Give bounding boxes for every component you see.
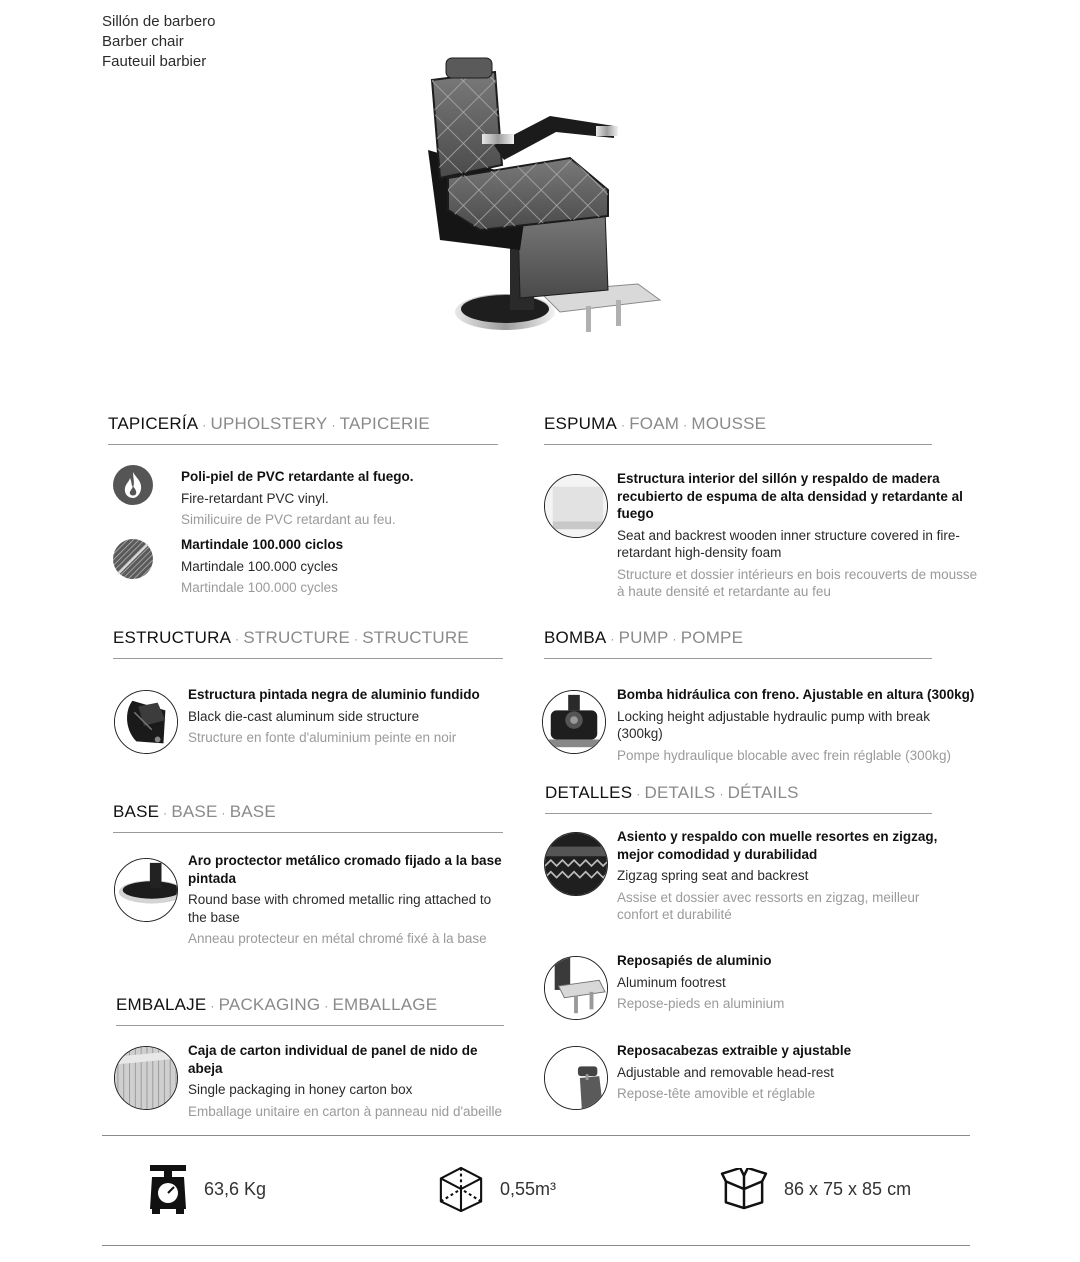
feature-text bbox=[617, 952, 962, 1013]
text-es: Poli-piel de PVC retardante al fuego. bbox=[181, 469, 414, 484]
section-foam bbox=[544, 414, 932, 445]
heading-separator: · bbox=[621, 418, 626, 432]
text-es: Reposapiés de aluminio bbox=[617, 953, 772, 968]
title-fr: Fauteuil barbier bbox=[102, 53, 207, 70]
section-pump bbox=[544, 628, 932, 659]
section-heading bbox=[116, 995, 504, 1026]
text-fr: Structure en fonte d'aluminium peinte en noir bbox=[188, 730, 457, 745]
feature-text bbox=[617, 1042, 962, 1103]
heading-es: ESTRUCTURA bbox=[113, 628, 232, 647]
heading-separator: · bbox=[221, 806, 226, 820]
section-structure bbox=[113, 628, 503, 659]
heading-separator: · bbox=[235, 632, 240, 646]
text-en: Single packaging in honey carton box bbox=[188, 1082, 413, 1097]
text-en: Martindale 100.000 cycles bbox=[181, 558, 338, 574]
heading-separator: · bbox=[683, 418, 688, 432]
section-heading bbox=[545, 783, 932, 814]
heading-es: BOMBA bbox=[544, 628, 607, 647]
section-heading bbox=[113, 628, 503, 659]
heading-separator: · bbox=[163, 806, 168, 820]
cube-volume-icon bbox=[438, 1165, 484, 1213]
heading-en: UPHOLSTERY bbox=[210, 414, 328, 433]
feature-text bbox=[181, 536, 501, 597]
heading-fr: DÉTAILS bbox=[727, 783, 799, 802]
heading-en: BASE bbox=[171, 802, 218, 821]
heading-en: DETAILS bbox=[644, 783, 716, 802]
feature-text bbox=[617, 686, 979, 764]
feature-text bbox=[188, 852, 513, 948]
text-fr: Martindale 100.000 cycles bbox=[181, 580, 338, 595]
heading-fr: MOUSSE bbox=[691, 414, 767, 433]
text-fr: Pompe hydraulique blocable avec frein réglable (300kg) bbox=[617, 747, 951, 763]
heading-en: PACKAGING bbox=[218, 995, 321, 1014]
feature-text bbox=[181, 468, 501, 529]
text-en: Locking height adjustable hydraulic pump with break (300kg) bbox=[617, 708, 930, 741]
section-packaging bbox=[116, 995, 504, 1026]
heading-separator: · bbox=[672, 632, 677, 646]
text-es: Caja de carton individual de panel de nido de abeja bbox=[188, 1043, 478, 1076]
text-fr: Repose-tête amovible et réglable bbox=[617, 1086, 816, 1101]
heading-separator: · bbox=[636, 787, 641, 801]
heading-en: STRUCTURE bbox=[243, 628, 351, 647]
text-en: Round base with chromed metallic ring attached to the base bbox=[188, 892, 492, 925]
text-fr: Emballage unitaire en carton à panneau nid d'abeille bbox=[188, 1103, 503, 1119]
heading-separator: · bbox=[719, 787, 724, 801]
section-heading bbox=[544, 628, 932, 659]
text-es: Aro proctector metálico cromado fijado a la base pintada bbox=[188, 853, 502, 886]
text-es: Estructura interior del sillón y respaldo de madera recubierto de espuma de alta densidad y retardante al fuego bbox=[617, 471, 963, 521]
text-fr: Repose-pieds en aluminium bbox=[617, 996, 785, 1011]
title-es: Sillón de barbero bbox=[102, 13, 216, 30]
text-en: Black die-cast aluminum side structure bbox=[188, 708, 420, 724]
product-titles bbox=[102, 12, 215, 72]
heading-es: TAPICERÍA bbox=[108, 414, 199, 433]
text-es: Bomba hidráulica con freno. Ajustable en altura (300kg) bbox=[617, 687, 975, 702]
heading-separator: · bbox=[324, 999, 329, 1013]
section-heading bbox=[113, 802, 503, 833]
foam-block-icon bbox=[544, 474, 608, 538]
flame-icon bbox=[112, 464, 154, 506]
feature-text bbox=[188, 1042, 508, 1120]
barber-chair-image bbox=[370, 50, 670, 390]
text-es: Asiento y respaldo con muelle resortes en zigzag, mejor comodidad y durabilidad bbox=[617, 829, 938, 862]
section-details bbox=[545, 783, 932, 814]
text-fr: Assise et dossier avec ressorts en zigzag, meilleur confort et durabilité bbox=[617, 889, 920, 922]
heading-es: BASE bbox=[113, 802, 160, 821]
spec-volume bbox=[438, 1162, 556, 1216]
text-es: Reposacabezas extraible y ajustable bbox=[617, 1043, 852, 1058]
side-structure-icon bbox=[114, 690, 178, 754]
heading-es: EMBALAJE bbox=[116, 995, 207, 1014]
spec-volume-value: 0,55m³ bbox=[500, 1178, 557, 1199]
zigzag-spring-icon bbox=[544, 832, 608, 896]
text-en: Seat and backrest wooden inner structure covered in fire-retardant high-density foam bbox=[617, 527, 960, 560]
heading-separator: · bbox=[210, 999, 215, 1013]
heading-separator: · bbox=[354, 632, 359, 646]
heading-separator: · bbox=[331, 418, 336, 432]
heading-es: DETALLES bbox=[545, 783, 633, 802]
title-en: Barber chair bbox=[102, 33, 184, 50]
heading-en: FOAM bbox=[629, 414, 680, 433]
section-upholstery bbox=[108, 414, 498, 445]
heading-separator: · bbox=[610, 632, 615, 646]
round-base-icon bbox=[114, 858, 178, 922]
heading-separator: · bbox=[202, 418, 207, 432]
spec-dimensions-value: 86 x 75 x 85 cm bbox=[784, 1178, 912, 1199]
fabric-texture-icon bbox=[112, 538, 154, 580]
feature-text bbox=[617, 470, 979, 601]
heading-es: ESPUMA bbox=[544, 414, 617, 433]
honeycomb-carton-icon bbox=[114, 1046, 178, 1110]
text-en: Zigzag spring seat and backrest bbox=[617, 868, 809, 883]
heading-en: PUMP bbox=[618, 628, 669, 647]
spec-dimensions bbox=[720, 1162, 911, 1216]
heading-fr: BASE bbox=[229, 802, 276, 821]
spec-bar-bottom-rule bbox=[102, 1245, 970, 1246]
section-heading bbox=[108, 414, 498, 445]
text-es: Estructura pintada negra de aluminio fundido bbox=[188, 687, 480, 702]
spec-weight-value: 63,6 Kg bbox=[204, 1178, 267, 1199]
section-base bbox=[113, 802, 503, 833]
text-fr: Structure et dossier intérieurs en bois recouverts de mousse à haute densité et retardante au feu bbox=[617, 566, 978, 599]
heading-fr: TAPICERIE bbox=[339, 414, 430, 433]
heading-fr: POMPE bbox=[680, 628, 744, 647]
feature-text bbox=[188, 686, 508, 747]
heading-fr: EMBALLAGE bbox=[332, 995, 438, 1014]
footrest-icon bbox=[544, 956, 608, 1020]
text-en: Aluminum footrest bbox=[617, 974, 726, 990]
spec-bar-top-rule bbox=[102, 1135, 970, 1136]
scale-weight-icon bbox=[148, 1163, 188, 1215]
headrest-icon bbox=[544, 1046, 608, 1110]
text-fr: Similicuire de PVC retardant au feu. bbox=[181, 512, 396, 527]
text-es: Martindale 100.000 ciclos bbox=[181, 537, 344, 552]
feature-text bbox=[617, 828, 962, 924]
heading-fr: STRUCTURE bbox=[362, 628, 469, 647]
text-en: Adjustable and removable head-rest bbox=[617, 1064, 834, 1080]
section-heading bbox=[544, 414, 932, 445]
hydraulic-pump-icon bbox=[542, 690, 606, 754]
spec-weight bbox=[148, 1162, 266, 1216]
text-en: Fire-retardant PVC vinyl. bbox=[181, 490, 329, 506]
text-fr: Anneau protecteur en métal chromé fixé à la base bbox=[188, 931, 487, 946]
open-box-icon bbox=[720, 1168, 768, 1210]
